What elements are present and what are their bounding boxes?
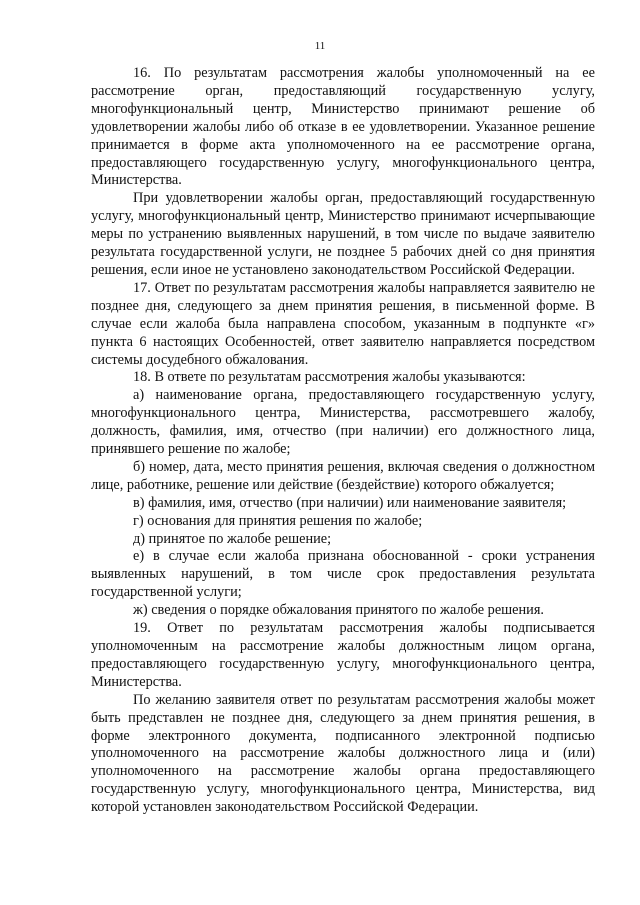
list-item-d: д) принятое по жалобе решение; — [133, 530, 332, 547]
list-item-e: е) в случае если жалоба признана обоснованной - сроки устранения выявленных нарушений, в том числе срок предоставления результата государственной услуги; — [91, 548, 595, 601]
list-item-a: а) наименование органа, предоставляющего государственную услугу, многофункционального центра, Министерства, рассмотревшего жалобу, должность, фамилия, имя, отчество (при наличии) его должностного лица, принявшего решение по жалобе; — [91, 387, 595, 458]
paragraph-16: 16. По результатам рассмотрения жалобы уполномоченный на ее рассмотрение орган, предоставляющий государственную услугу, многофункциональный центр, Министерство принимают решение об удовлетворении жалобы либо об отказе в ее удовлетворении. Указанное решение принимается в форме акта уполномоченного на ее рассмотрение органа, предоставляющего государственную услугу, многофункционального центра, Министерства. — [91, 65, 595, 189]
paragraph-19-electronic: По желанию заявителя ответ по результатам рассмотрения жалобы может быть представлен не позднее дня, следующего за днем принятия решения, в форме электронного документа, подписанного электронной подписью уполномоченного на рассмотрение жалобы должностного лица и (или) уполномоченного на рассмотрение жалобы органа предоставляющего государственную услугу, многофункционального центра, Министерства, вид которой установлен законодательством Российской Федерации. — [91, 691, 595, 816]
document-body — [91, 65, 595, 817]
paragraph-18: 18. В ответе по результатам рассмотрения жалобы указываются: — [133, 369, 526, 386]
paragraph-19: 19. Ответ по результатам рассмотрения жалобы подписывается уполномоченным на рассмотрение жалобы должностным лицом органа, предоставляющего государственную услугу, многофункционального центра, Министерства. — [91, 620, 595, 690]
list-item-b: б) номер, дата, место принятия решения, включая сведения о должностном лице, работнике, решение или действие (бездействие) которого обжалуется; — [91, 458, 595, 493]
list-item-zh: ж) сведения о порядке обжалования принятого по жалобе решения. — [133, 602, 544, 619]
paragraph-16-satisfaction: При удовлетворении жалобы орган, предоставляющий государственную услугу, многофункциональный центр, Министерство принимают исчерпывающие меры по устранению выявленных нарушений, в том числе по выдаче заявителю результата государственной услуги, не позднее 5 рабочих дней со дня принятия решения, если иное не установлено законодательством Российской Федерации. — [91, 190, 595, 278]
list-item-v: в) фамилия, имя, отчество (при наличии) или наименование заявителя; — [133, 494, 567, 511]
paragraph-17: 17. Ответ по результатам рассмотрения жалобы направляется заявителю не позднее дня, следующего за днем принятия решения, в письменной форме. В случае если жалоба была направлена способом, указанным в подпункте «г» пункта 6 настоящих Особенностей, ответ заявителю направляется посредством системы досудебного обжалования. — [91, 279, 595, 368]
list-item-g: г) основания для принятия решения по жалобе; — [133, 512, 423, 529]
page-number: 11 — [314, 40, 326, 52]
